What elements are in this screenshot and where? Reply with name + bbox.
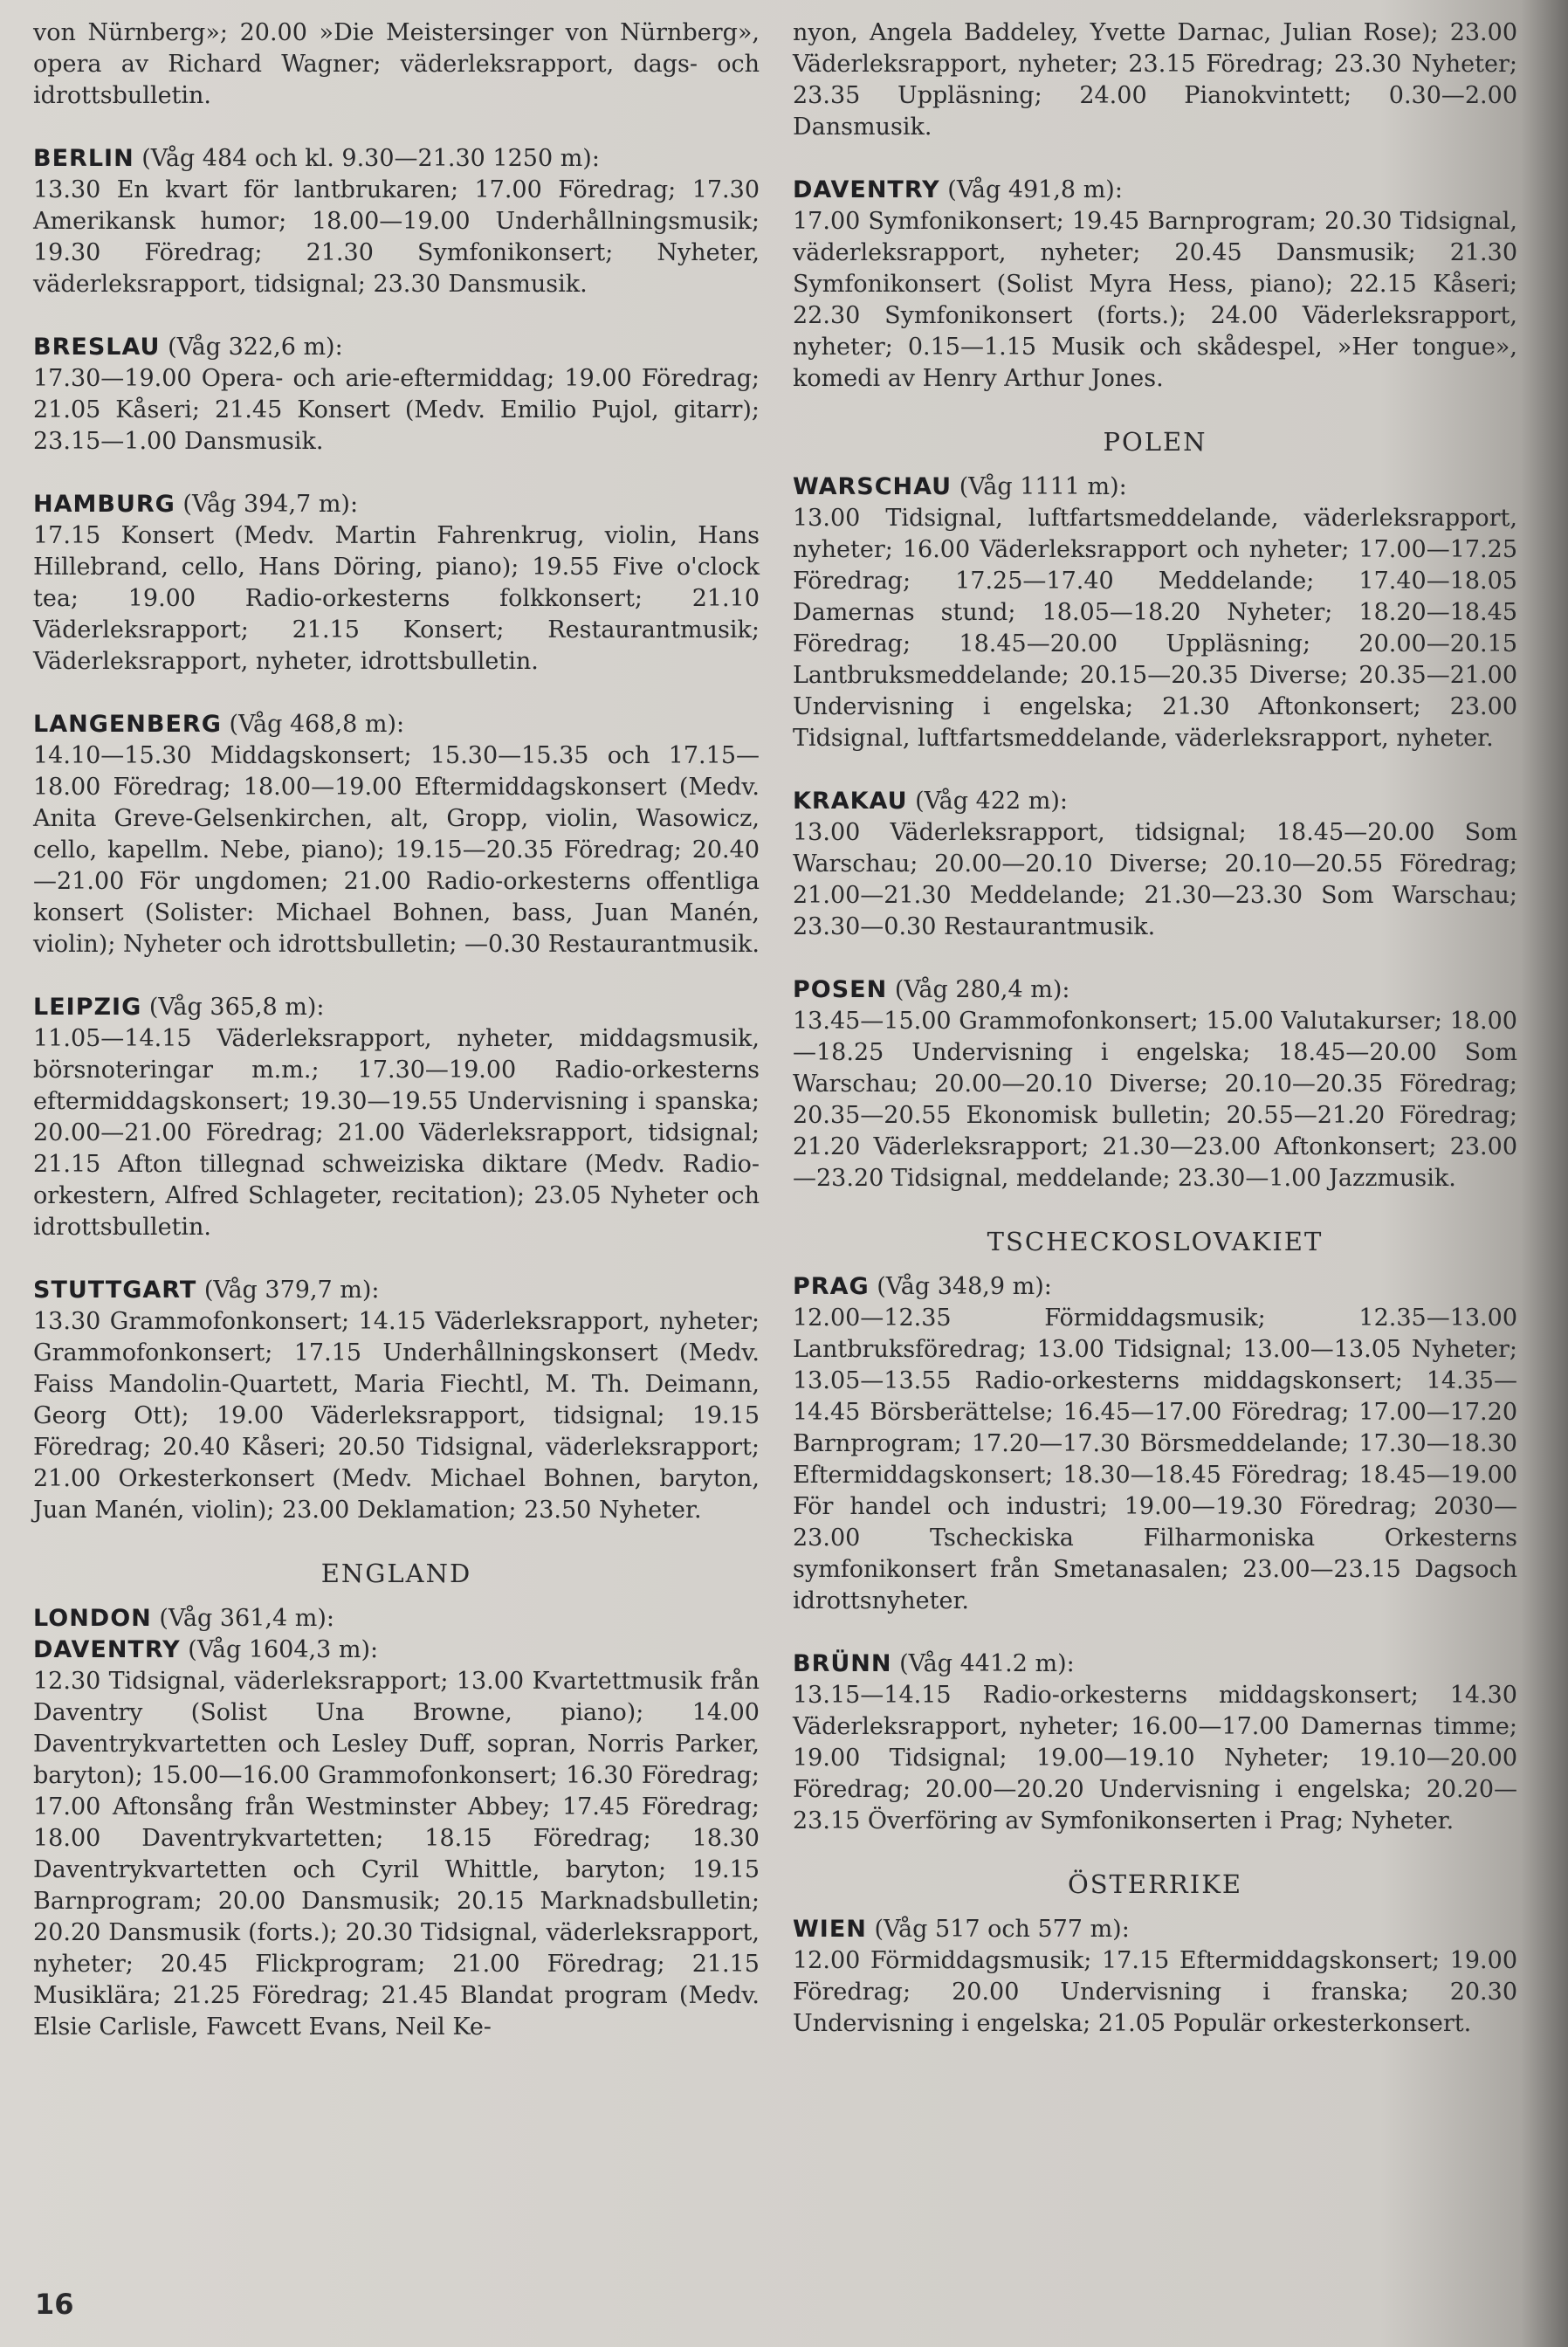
station-posen: [793, 974, 1517, 1194]
country-heading-osterrike: ÖSTERRIKE: [1067, 1869, 1243, 1899]
program-text: 11.05—14.15 Väderleksrapport, nyheter, middagsmusik, börsnoteringar m.m.; 17.30—19.00 Radio-orkesterns eftermiddagskonsert; 19.30—19.55 Undervisning i spanska; 20.00—21.00 Föredrag; 21.00 Väderleksrapport, tidsignal; 21.15 Afton tillegnad schweiziska diktare (Medv. Radio-orkestern, Alfred Schlageter, recitation); 23.05 Nyheter och idrottsbulletin.: [33, 1025, 760, 1241]
program-text: 13.00 Tidsignal, luftfartsmeddelande, väderleksrapport, nyheter; 16.00 Väderleksrapport och nyheter; 17.00—17.25 Föredrag; 17.25—17.40 Meddelande; 17.40—18.05 Damernas stund; 18.05—18.20 Nyheter; 18.20—18.45 Föredrag; 18.45—20.00 Uppläsning; 20.00—20.15 Lantbruksmeddelande; 20.15—20.35 Diverse; 20.35—21.00 Undervisning i engelska; 21.30 Aftonkonsert; 23.00 Tidsignal, luftfartsmeddelande, väderleksrapport, nyheter.: [793, 505, 1517, 752]
country-heading-england: ENGLAND: [320, 1559, 472, 1588]
wavelength: (Våg 491,8 m):: [947, 176, 1123, 203]
station-wien: [793, 1914, 1517, 2040]
station-breslau: [33, 332, 760, 458]
station-name: WARSCHAU: [793, 473, 952, 500]
station-name: PRAG: [793, 1273, 870, 1300]
left-column: [33, 17, 760, 2075]
station-berlin: [33, 143, 760, 300]
wavelength: (Våg 441.2 m):: [899, 1650, 1075, 1677]
continuation-paragraph: [793, 17, 1517, 143]
station-name: BRESLAU: [33, 334, 161, 361]
program-text: 17.00 Symfonikonsert; 19.45 Barnprogram; 20.30 Tidsignal, väderleksrapport, nyheter; 20.45 Dansmusik; 21.30 Symfonikonsert (Solist Myra Hess, piano); 22.15 Kåseri; 22.30 Symfonikonsert (forts.); 24.00 Väderleksrapport, nyheter; 0.15—1.15 Musik och skådespel, »Her tongue», komedi av Henry Arthur Jones.: [793, 208, 1517, 392]
wavelength: (Våg 517 och 577 m):: [874, 1916, 1130, 1943]
station-name: POSEN: [793, 976, 888, 1003]
country-heading-tjeckoslovakiet: TSCHECKOSLOVAKIET: [987, 1227, 1324, 1256]
program-text: 13.15—14.15 Radio-orkesterns middagskonsert; 14.30 Väderleksrapport, nyheter; 16.00—17.00 Damernas timme; 19.00 Tidsignal; 19.00—19.10 Nyheter; 19.10—20.00 Föredrag; 20.00—20.20 Undervisning i engelska; 20.20—23.15 Överföring av Symfonikonserten i Prag; Nyheter.: [793, 1682, 1517, 1834]
wavelength: (Våg 1604,3 m):: [188, 1636, 379, 1663]
station-langenberg: [33, 709, 760, 960]
wavelength: (Våg 379,7 m):: [203, 1277, 380, 1304]
station-warschau: [793, 471, 1517, 754]
station-name: LONDON: [33, 1605, 152, 1632]
program-text: 13.30 En kvart för lantbrukaren; 17.00 Föredrag; 17.30 Amerikansk humor; 18.00—19.00 Underhållningsmusik; 19.30 Föredrag; 21.30 Symfonikonsert; Nyheter, väderleksrapport, tidsignal; 23.30 Dansmusik.: [33, 176, 760, 298]
station-krakau: [793, 786, 1517, 943]
wavelength: (Våg 468,8 m):: [229, 711, 405, 738]
station-name: KRAKAU: [793, 788, 908, 815]
station-stuttgart: [33, 1275, 760, 1526]
station-hamburg: [33, 489, 760, 678]
page-number: 16: [35, 2288, 74, 2321]
program-text: 14.10—15.30 Middagskonsert; 15.30—15.35 och 17.15—18.00 Föredrag; 18.00—19.00 Eftermiddagskonsert (Medv. Anita Greve-Gelsenkirchen, alt, Gropp, violin, Wasowicz, cello, kapellm. Nebe, piano); 19.15—20.35 Föredrag; 20.40—21.00 För ungdomen; 21.00 Radio-orkesterns offentliga konsert (Solister: Michael Bohnen, bass, Juan Manén, violin); Nyheter och idrottsbulletin; —0.30 Restaurantmusik.: [33, 742, 760, 958]
station-london-daventry: [33, 1603, 760, 2043]
station-daventry-2: [793, 175, 1517, 395]
station-leipzig: [33, 992, 760, 1243]
program-text: 13.00 Väderleksrapport, tidsignal; 18.45—20.00 Som Warschau; 20.00—20.10 Diverse; 20.10—20.55 Föredrag; 21.00—21.30 Meddelande; 21.30—23.30 Som Warschau; 23.30—0.30 Restaurantmusik.: [793, 819, 1517, 940]
wavelength: (Våg 394,7 m):: [182, 491, 359, 518]
intro-paragraph: [33, 17, 760, 112]
wavelength: (Våg 365,8 m):: [148, 994, 325, 1021]
station-name: BERLIN: [33, 145, 134, 172]
station-name: WIEN: [793, 1916, 867, 1943]
wavelength: (Våg 1111 m):: [959, 473, 1127, 500]
station-name: BRÜNN: [793, 1650, 892, 1677]
program-text: 17.15 Konsert (Medv. Martin Fahrenkrug, violin, Hans Hillebrand, cello, Hans Döring, piano); 19.55 Five o'clock tea; 19.00 Radio-orkesterns folkkonsert; 21.10 Väderleksrapport; 21.15 Konsert; Restaurantmusik; Väderleksrapport, nyheter, idrottsbulletin.: [33, 522, 760, 675]
station-prag: [793, 1271, 1517, 1617]
station-name: STUTTGART: [33, 1277, 197, 1304]
intro-text: von Nürnberg»; 20.00 »Die Meistersinger von Nürnberg», opera av Richard Wagner; väderleksrapport, dags- och idrottsbulletin.: [33, 19, 760, 109]
right-column: [793, 17, 1517, 2071]
station-name: DAVENTRY: [793, 176, 940, 203]
program-text: nyon, Angela Baddeley, Yvette Darnac, Julian Rose); 23.00 Väderleksrapport, nyheter; 23.15 Föredrag; 23.30 Nyheter; 23.35 Uppläsning; 24.00 Pianokvintett; 0.30—2.00 Dansmusik.: [793, 19, 1517, 141]
wavelength: (Våg 422 m):: [915, 788, 1068, 815]
program-text: 12.00 Förmiddagsmusik; 17.15 Eftermiddagskonsert; 19.00 Föredrag; 20.00 Undervisning i franska; 20.30 Undervisning i engelska; 21.05 Populär orkesterkonsert.: [793, 1947, 1517, 2037]
station-name: LEIPZIG: [33, 994, 142, 1021]
wavelength: (Våg 322,6 m):: [168, 334, 343, 361]
wavelength: (Våg 484 och kl. 9.30—21.30 1250 m):: [141, 145, 600, 172]
wavelength: (Våg 361,4 m):: [159, 1605, 334, 1632]
program-text: 13.45—15.00 Grammofonkonsert; 15.00 Valutakurser; 18.00—18.25 Undervisning i engelska; 18.45—20.00 Som Warschau; 20.00—20.10 Diverse; 20.10—20.35 Föredrag; 20.35—20.55 Ekonomisk bulletin; 20.55—21.20 Föredrag; 21.20 Väderleksrapport; 21.30—23.00 Aftonkonsert; 23.00—23.20 Tidsignal, meddelande; 23.30—1.00 Jazzmusik.: [793, 1008, 1517, 1192]
wavelength: (Våg 280,4 m):: [894, 976, 1070, 1003]
program-text: 12.00—12.35 Förmiddagsmusik; 12.35—13.00 Lantbruksföredrag; 13.00 Tidsignal; 13.00—13.05 Nyheter; 13.05—13.55 Radio-orkesterns middagskonsert; 14.35—14.45 Börsberättelse; 16.45—17.00 Föredrag; 17.00—17.20 Barnprogram; 17.20—17.30 Börsmeddelande; 17.30—18.30 Eftermiddagskonsert; 18.30—18.45 Föredrag; 18.45—19.00 För handel och industri; 19.00—19.30 Föredrag; 2030—23.00 Tscheckiska Filharmoniska Orkesterns symfonikonsert från Smetanasalen; 23.00—23.15 Dagsoch idrottsnyheter.: [793, 1304, 1517, 1614]
wavelength: (Våg 348,9 m):: [877, 1273, 1052, 1300]
station-name: DAVENTRY: [33, 1636, 181, 1663]
program-text: 13.30 Grammofonkonsert; 14.15 Väderleksrapport, nyheter; Grammofonkonsert; 17.15 Underhållningskonsert (Medv. Faiss Mandolin-Quartett, Maria Fiechtl, M. Th. Deimann, Georg Ott); 19.00 Väderleksrapport, tidsignal; 19.15 Föredrag; 20.40 Kåseri; 20.50 Tidsignal, väderleksrapport; 21.00 Orkesterkonsert (Medv. Michael Bohnen, baryton, Juan Manén, violin); 23.00 Deklamation; 23.50 Nyheter.: [33, 1308, 760, 1524]
station-brunn: [793, 1648, 1517, 1837]
station-name: LANGENBERG: [33, 711, 222, 738]
program-text: 17.30—19.00 Opera- och arie-eftermiddag; 19.00 Föredrag; 21.05 Kåseri; 21.45 Konsert (Medv. Emilio Pujol, gitarr); 23.15—1.00 Dansmusik.: [33, 365, 760, 455]
program-text: 12.30 Tidsignal, väderleksrapport; 13.00 Kvartettmusik från Daventry (Solist Una Browne, piano); 14.00 Daventrykvartetten och Lesley Duff, sopran, Norris Parker, baryton); 15.00—16.00 Grammofonkonsert; 16.30 Föredrag; 17.00 Aftonsång från Westminster Abbey; 17.45 Föredrag; 18.00 Daventrykvartetten; 18.15 Föredrag; 18.30 Daventrykvartetten och Cyril Whittle, baryton; 19.15 Barnprogram; 20.00 Dansmusik; 20.15 Marknadsbulletin; 20.20 Dansmusik (forts.); 20.30 Tidsignal, väderleksrapport, nyheter; 20.45 Flickprogram; 21.00 Föredrag; 21.15 Musiklära; 21.25 Föredrag; 21.45 Blandat program (Medv. Elsie Carlisle, Fawcett Evans, Neil Ke-: [33, 1668, 760, 2041]
station-name: HAMBURG: [33, 491, 175, 518]
country-heading-polen: POLEN: [1103, 427, 1207, 457]
